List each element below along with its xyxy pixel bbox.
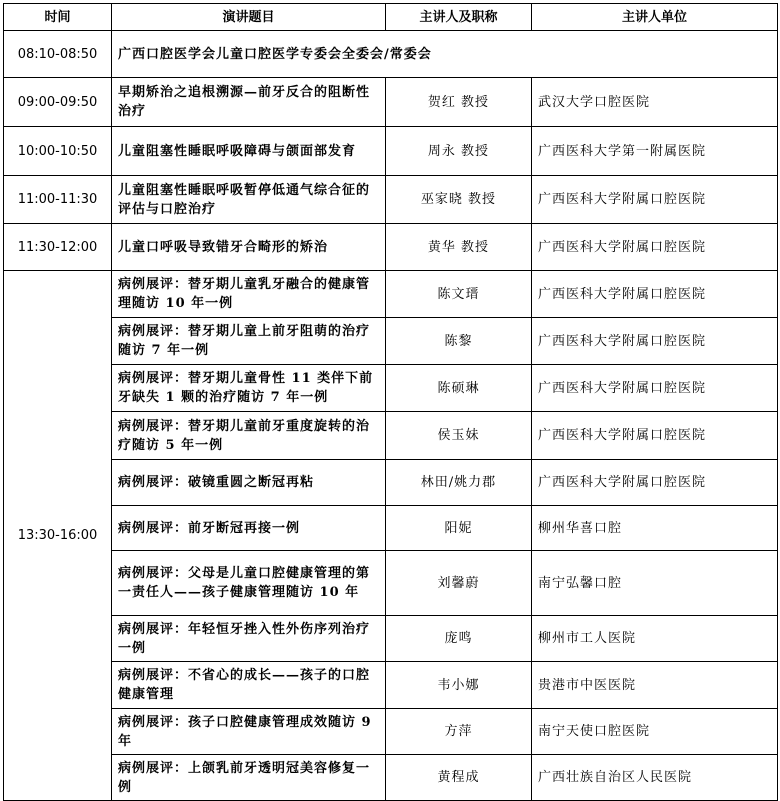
topic-cell: 儿童口呼吸导致错牙合畸形的矫治 — [112, 224, 386, 271]
topic-cell: 病例展评：替牙期儿童骨性 11 类伴下前牙缺失 1 颗的治疗随访 7 年一例 — [112, 365, 386, 412]
header-topic: 演讲题目 — [112, 4, 386, 31]
time-cell: 11:00-11:30 — [4, 176, 112, 224]
topic-cell: 病例展评：前牙断冠再接一例 — [112, 506, 386, 551]
table-row — [4, 318, 778, 365]
table-row — [4, 78, 778, 127]
speaker-cell: 韦小娜 — [386, 662, 532, 709]
unit-cell: 武汉大学口腔医院 — [532, 78, 778, 127]
speaker-cell: 黄华 教授 — [386, 224, 532, 271]
speaker-cell: 陈文瑨 — [386, 271, 532, 318]
topic-cell: 早期矫治之追根溯源—前牙反合的阻断性治疗 — [112, 78, 386, 127]
time-cell: 09:00-09:50 — [4, 78, 112, 127]
speaker-cell: 庞鸣 — [386, 616, 532, 662]
table-row — [4, 755, 778, 801]
table-row — [4, 506, 778, 551]
speaker-cell: 周永 教授 — [386, 127, 532, 176]
topic-cell: 病例展评：孩子口腔健康管理成效随访 9 年 — [112, 709, 386, 755]
topic-cell: 病例展评：不省心的成长——孩子的口腔健康管理 — [112, 662, 386, 709]
unit-cell: 南宁天使口腔医院 — [532, 709, 778, 755]
session-title: 广西口腔医学会儿童口腔医学专委会全委会/常委会 — [112, 31, 778, 78]
unit-cell: 广西医科大学附属口腔医院 — [532, 271, 778, 318]
table-row — [4, 412, 778, 460]
unit-cell: 贵港市中医医院 — [532, 662, 778, 709]
unit-cell: 广西医科大学附属口腔医院 — [532, 460, 778, 506]
speaker-cell: 刘馨蔚 — [386, 551, 532, 616]
topic-cell: 病例展评：父母是儿童口腔健康管理的第一责任人——孩子健康管理随访 10 年 — [112, 551, 386, 616]
header-speaker: 主讲人及职称 — [386, 4, 532, 31]
speaker-cell: 贺红 教授 — [386, 78, 532, 127]
unit-cell: 广西医科大学附属口腔医院 — [532, 318, 778, 365]
topic-cell: 病例展评：上颌乳前牙透明冠美容修复一例 — [112, 755, 386, 801]
unit-cell: 广西医科大学附属口腔医院 — [532, 176, 778, 224]
topic-cell: 病例展评：年轻恒牙挫入性外伤序列治疗一例 — [112, 616, 386, 662]
table-row — [4, 551, 778, 616]
unit-cell: 南宁弘馨口腔 — [532, 551, 778, 616]
speaker-cell: 阳妮 — [386, 506, 532, 551]
speaker-cell: 陈硕琳 — [386, 365, 532, 412]
topic-cell: 病例展评：替牙期儿童乳牙融合的健康管理随访 10 年一例 — [112, 271, 386, 318]
unit-cell: 广西医科大学附属口腔医院 — [532, 224, 778, 271]
time-cell: 08:10-08:50 — [4, 31, 112, 78]
speaker-cell: 陈黎 — [386, 318, 532, 365]
speaker-cell: 黄程成 — [386, 755, 532, 801]
speaker-cell: 林田/姚力郡 — [386, 460, 532, 506]
table-row — [4, 31, 778, 78]
speaker-cell: 巫家晓 教授 — [386, 176, 532, 224]
topic-cell: 病例展评：破镜重圆之断冠再粘 — [112, 460, 386, 506]
table-row — [4, 224, 778, 271]
unit-cell: 广西医科大学附属口腔医院 — [532, 412, 778, 460]
table-row — [4, 271, 778, 318]
time-cell: 10:00-10:50 — [4, 127, 112, 176]
table-row — [4, 176, 778, 224]
table-row — [4, 460, 778, 506]
unit-cell: 柳州市工人医院 — [532, 616, 778, 662]
time-cell: 13:30-16:00 — [4, 271, 112, 801]
table-row — [4, 662, 778, 709]
topic-cell: 儿童阻塞性睡眠呼吸障碍与颌面部发育 — [112, 127, 386, 176]
unit-cell: 柳州华喜口腔 — [532, 506, 778, 551]
unit-cell: 广西医科大学第一附属医院 — [532, 127, 778, 176]
table-row — [4, 709, 778, 755]
speaker-cell: 方萍 — [386, 709, 532, 755]
header-time: 时间 — [4, 4, 112, 31]
speaker-cell: 侯玉妹 — [386, 412, 532, 460]
topic-cell: 儿童阻塞性睡眠呼吸暂停低通气综合征的评估与口腔治疗 — [112, 176, 386, 224]
unit-cell: 广西医科大学附属口腔医院 — [532, 365, 778, 412]
header-unit: 主讲人单位 — [532, 4, 778, 31]
topic-cell: 病例展评：替牙期儿童前牙重度旋转的治疗随访 5 年一例 — [112, 412, 386, 460]
topic-cell: 病例展评：替牙期儿童上前牙阻萌的治疗随访 7 年一例 — [112, 318, 386, 365]
table-row — [4, 127, 778, 176]
unit-cell: 广西壮族自治区人民医院 — [532, 755, 778, 801]
time-cell: 11:30-12:00 — [4, 224, 112, 271]
header-row — [4, 4, 778, 31]
table-row — [4, 365, 778, 412]
agenda-table — [3, 3, 778, 801]
table-row — [4, 616, 778, 662]
